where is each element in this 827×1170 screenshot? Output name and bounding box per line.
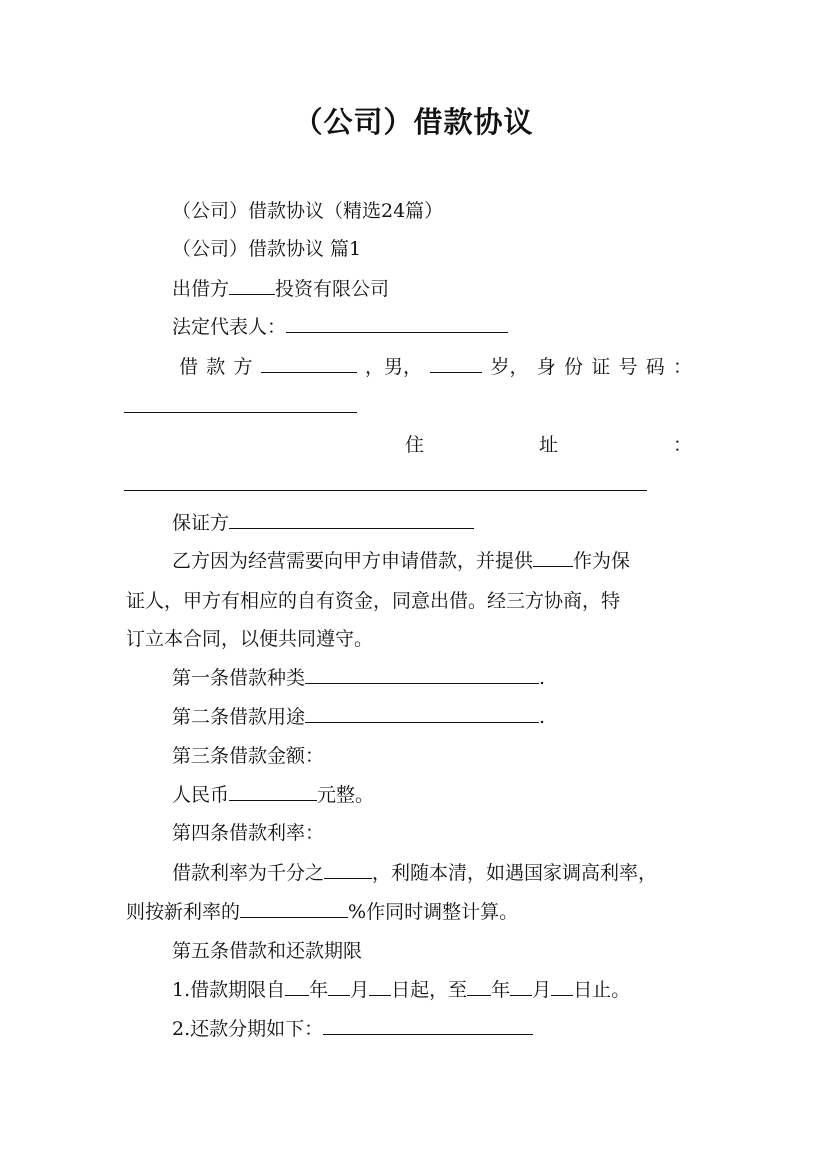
term1-text: 1.借款期限自: [172, 979, 286, 1001]
borrower-id-char: 份: [563, 356, 583, 378]
legal-rep-blank[interactable]: [286, 314, 508, 333]
amount-blank[interactable]: [229, 782, 317, 801]
borrower-char: 方: [233, 356, 253, 378]
rate-line2: [126, 899, 518, 925]
document-title: （公司）借款协议: [293, 105, 534, 139]
borrower-id-blank[interactable]: [124, 412, 357, 413]
day-end-label: 日止。: [573, 979, 631, 1001]
borrower-char: 款: [206, 356, 226, 378]
start-year-blank[interactable]: [285, 977, 309, 996]
borrower-id-char: ：: [672, 356, 692, 378]
article2-end: .: [539, 706, 546, 728]
article3-label: 第三条借款金额：: [172, 745, 325, 767]
document-subtitle: （公司）借款协议（精选24篇）: [172, 200, 444, 222]
address-blank[interactable]: [124, 490, 647, 491]
rate-adjust-blank[interactable]: [240, 899, 348, 918]
borrower-age-blank[interactable]: [430, 354, 482, 373]
legal-rep-line: [172, 314, 508, 340]
article2-label: 第二条借款用途: [172, 706, 306, 728]
borrower-id-char: 号: [618, 356, 638, 378]
guarantor-label: 保证方: [172, 512, 230, 534]
borrower-age: 岁，: [490, 356, 529, 378]
loan-type-blank[interactable]: [305, 665, 539, 684]
day-label: 日起，至: [391, 979, 468, 1001]
lender-label: 出借方: [172, 278, 230, 300]
rmb-suffix: 元整。: [317, 784, 375, 806]
para1-text-a: 乙方因为经营需要向甲方申请借款，并提供: [172, 550, 534, 572]
article5-label: 第五条借款和还款期限: [172, 940, 363, 962]
guarantor-blank[interactable]: [229, 510, 474, 529]
term2-label: 2.还款分期如下：: [172, 1018, 324, 1040]
guarantor-line: [172, 510, 474, 536]
rmb-line: [172, 782, 374, 808]
rate-text-a: 借款利率为千分之: [172, 862, 325, 884]
loan-purpose-blank[interactable]: [305, 704, 539, 723]
lender-suffix: 投资有限公司: [275, 278, 390, 300]
article1-end: .: [539, 667, 546, 689]
month-label: 月: [350, 979, 370, 1001]
address-char: 住: [405, 434, 425, 456]
installment-blank[interactable]: [323, 1016, 533, 1035]
rate-text-c: 则按新利率的: [126, 901, 241, 923]
borrower-name-blank[interactable]: [261, 354, 357, 373]
lender-line: [172, 276, 389, 302]
rate-line1: [172, 860, 657, 886]
year-label: 年: [491, 979, 511, 1001]
term1-line: [172, 977, 630, 1003]
borrower-id-char: 身: [536, 356, 556, 378]
start-day-blank[interactable]: [369, 977, 391, 996]
para1-text-b: 作为保: [573, 550, 631, 572]
address-char: ：: [672, 434, 692, 456]
month-label: 月: [532, 979, 552, 1001]
para1-line3: 订立本合同，以便共同遵守。: [126, 628, 374, 650]
end-month-blank[interactable]: [510, 977, 532, 996]
year-label: 年: [309, 979, 329, 1001]
article1-label: 第一条借款种类: [172, 667, 306, 689]
borrower-line: [179, 354, 692, 380]
address-line: [405, 432, 692, 458]
start-month-blank[interactable]: [328, 977, 350, 996]
address-char: 址: [538, 434, 558, 456]
rmb-label: 人民币: [172, 784, 230, 806]
legal-rep-label: 法定代表人：: [172, 316, 287, 338]
borrower-id-char: 码: [645, 356, 665, 378]
article4-label: 第四条借款利率：: [172, 822, 325, 844]
para1-line2: 证人，甲方有相应的自有资金，同意出借。经三方协商，特: [126, 590, 621, 612]
guarantor-ref-blank[interactable]: [533, 548, 573, 567]
borrower-char: 借: [179, 356, 199, 378]
end-year-blank[interactable]: [467, 977, 491, 996]
lender-name-blank[interactable]: [229, 276, 275, 295]
article2-line: [172, 704, 545, 730]
para1-line1: [172, 548, 630, 574]
borrower-male: ，男，: [364, 356, 422, 378]
rate-text-b: ，利随本清，如遇国家调高利率，: [372, 862, 658, 884]
article1-line: [172, 665, 545, 691]
section-heading: （公司）借款协议 篇1: [172, 238, 362, 260]
rate-permille-blank[interactable]: [324, 860, 372, 879]
end-day-blank[interactable]: [551, 977, 573, 996]
rate-text-d: %作同时调整计算。: [348, 901, 519, 923]
borrower-id-char: 证: [591, 356, 611, 378]
term2-line: [172, 1016, 533, 1042]
